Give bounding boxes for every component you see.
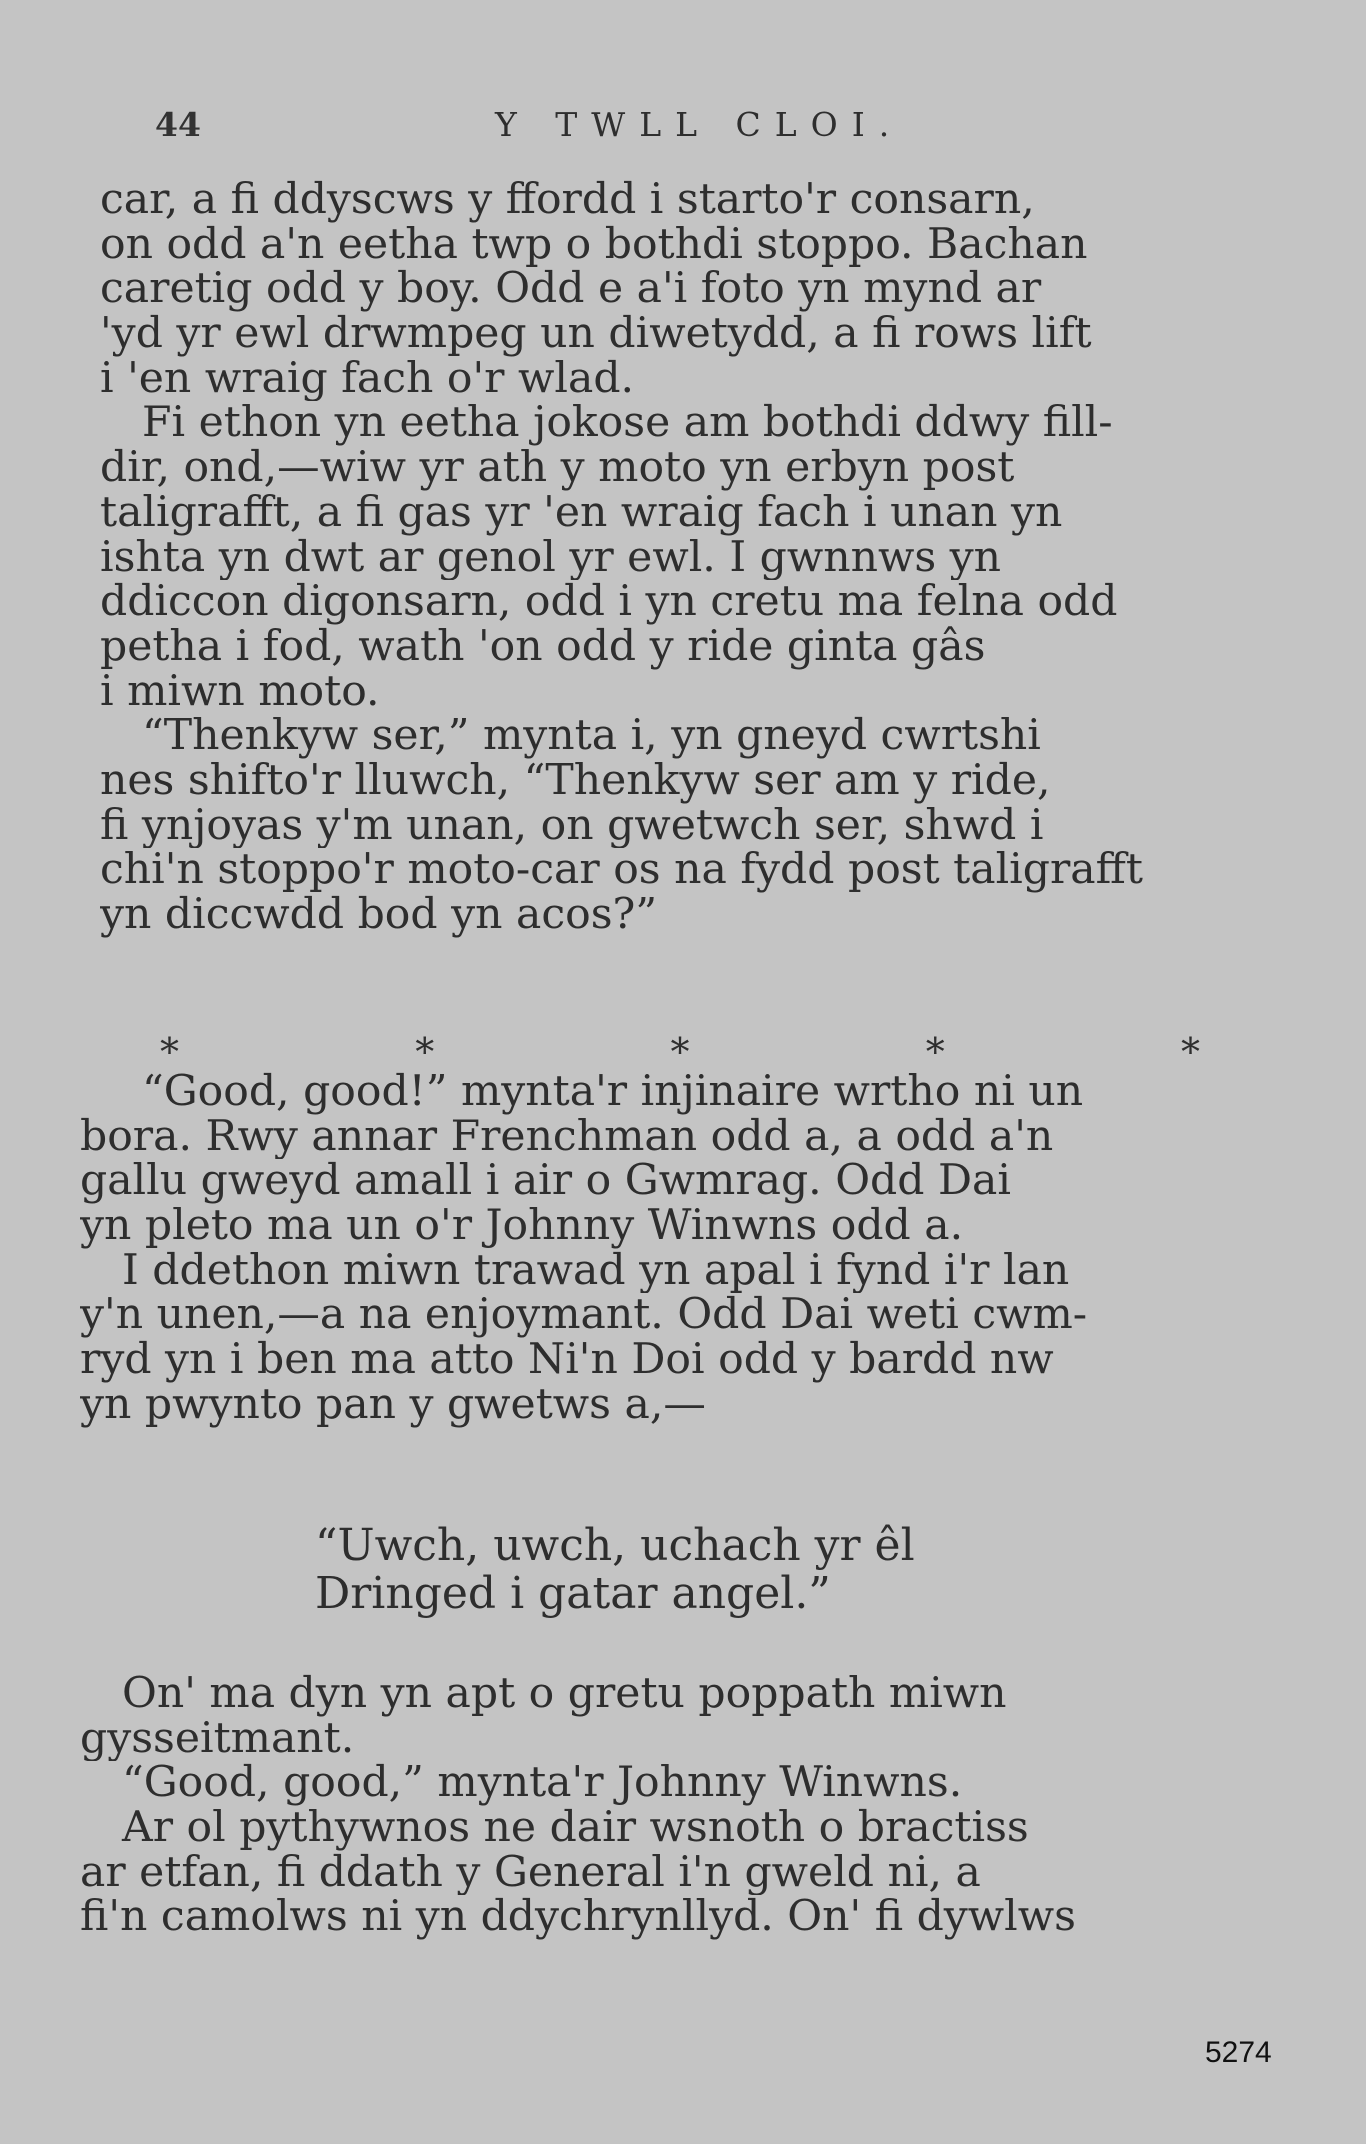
- verse-line: Dringed i gatar angel.”: [315, 1570, 831, 1618]
- text-line: I ddethon miwn trawad yn apal i fynd i'r lan: [122, 1248, 1070, 1294]
- text-line: ryd yn i ben ma atto Ni'n Doi odd y bardd nw: [80, 1338, 1054, 1383]
- verse-line: “Uwch, uwch, uchach yr êl: [315, 1522, 915, 1570]
- text-line: ddiccon digonsarn, odd i yn cretu ma felna odd: [100, 580, 1118, 625]
- text-line: fi ynjoyas y'm unan, on gwetwch ser, shwd i: [100, 803, 1044, 849]
- text-line: On' ma dyn yn apt o gretu poppath miwn: [122, 1672, 1007, 1717]
- text-line: fi'n camolws ni yn ddychrynllyd. On' fi dywlws: [80, 1895, 1076, 1941]
- text-line: gallu gweyd amall i air o Gwmrag. Odd Dai: [80, 1159, 1011, 1205]
- text-line: Ar ol pythywnos ne dair wsnoth o bractiss: [122, 1806, 1029, 1851]
- paragraph: [80, 1249, 1290, 1428]
- text-line: Fi ethon yn eetha jokose am bothdi ddwy fill-: [142, 401, 1113, 447]
- text-line: “Thenkyw ser,” mynta i, yn gneyd cwrtshi: [142, 714, 1041, 759]
- main-text-final: [80, 1672, 1290, 1940]
- text-line: nes shifto'r lluwch, “Thenkyw ser am y ride,: [100, 758, 1051, 804]
- separator-star: *: [925, 1030, 945, 1074]
- main-text-continued: [80, 1070, 1290, 1428]
- section-separator: [160, 1030, 1200, 1074]
- running-title: Y TWLL CLOI.: [495, 105, 904, 144]
- paragraph: [100, 714, 1285, 937]
- text-line: dir, ond,—wiw yr ath y moto yn erbyn post: [100, 446, 1015, 491]
- text-line: i 'en wraig fach o'r wlad.: [100, 356, 635, 402]
- text-line: yn pleto ma un o'r Johnny Winwns odd a.: [80, 1204, 964, 1249]
- text-line: y'n unen,—a na enjoymant. Odd Dai weti cwm-: [80, 1293, 1088, 1339]
- text-line: “Good, good,” mynta'r Johnny Winwns.: [122, 1761, 963, 1807]
- paragraph: [100, 401, 1285, 714]
- page-header: [155, 105, 1275, 155]
- text-line: caretig odd y boy. Odd e a'i foto yn mynd ar: [100, 267, 1042, 313]
- paragraph: [80, 1070, 1290, 1249]
- text-line: bora. Rwy annar Frenchman odd a, a odd a'n: [80, 1114, 1054, 1160]
- text-line: petha i fod, wath 'on odd y ride ginta gâs: [100, 624, 986, 670]
- text-line: ishta yn dwt ar genol yr ewl. I gwnnws yn: [100, 535, 1002, 581]
- paragraph: [100, 178, 1285, 401]
- paragraph: [80, 1761, 1290, 1806]
- text-line: ar etfan, fi ddath y General i'n gweld ni, a: [80, 1850, 981, 1896]
- paragraph: [80, 1672, 1290, 1761]
- text-line: 'yd yr ewl drwmpeg un diwetydd, a fi rows lift: [100, 312, 1092, 357]
- text-line: chi'n stoppo'r moto-car os na fydd post taligrafft: [100, 848, 1143, 893]
- text-line: “Good, good!” mynta'r injinaire wrtho ni un: [142, 1070, 1084, 1115]
- separator-star: *: [1181, 1030, 1200, 1074]
- text-line: yn pwynto pan y gwetws a,—: [80, 1382, 706, 1428]
- separator-star: *: [160, 1030, 179, 1074]
- separator-star: *: [670, 1030, 690, 1074]
- text-line: car, a fi ddyscws y ffordd i starto'r consarn,: [100, 178, 1035, 223]
- verse-quote: [315, 1522, 1115, 1618]
- text-line: on odd a'n eetha twp o bothdi stoppo. Bachan: [100, 222, 1088, 268]
- reference-number: 5274: [1205, 2036, 1272, 2069]
- text-line: i miwn moto.: [100, 669, 380, 715]
- main-text: [100, 178, 1285, 938]
- text-line: yn diccwdd bod yn acos?”: [100, 893, 658, 938]
- page-number: 44: [155, 105, 201, 144]
- paragraph: [80, 1806, 1290, 1940]
- text-line: gysseitmant.: [80, 1716, 355, 1762]
- separator-star: *: [415, 1030, 435, 1074]
- text-line: taligrafft, a fi gas yr 'en wraig fach i unan yn: [100, 490, 1063, 536]
